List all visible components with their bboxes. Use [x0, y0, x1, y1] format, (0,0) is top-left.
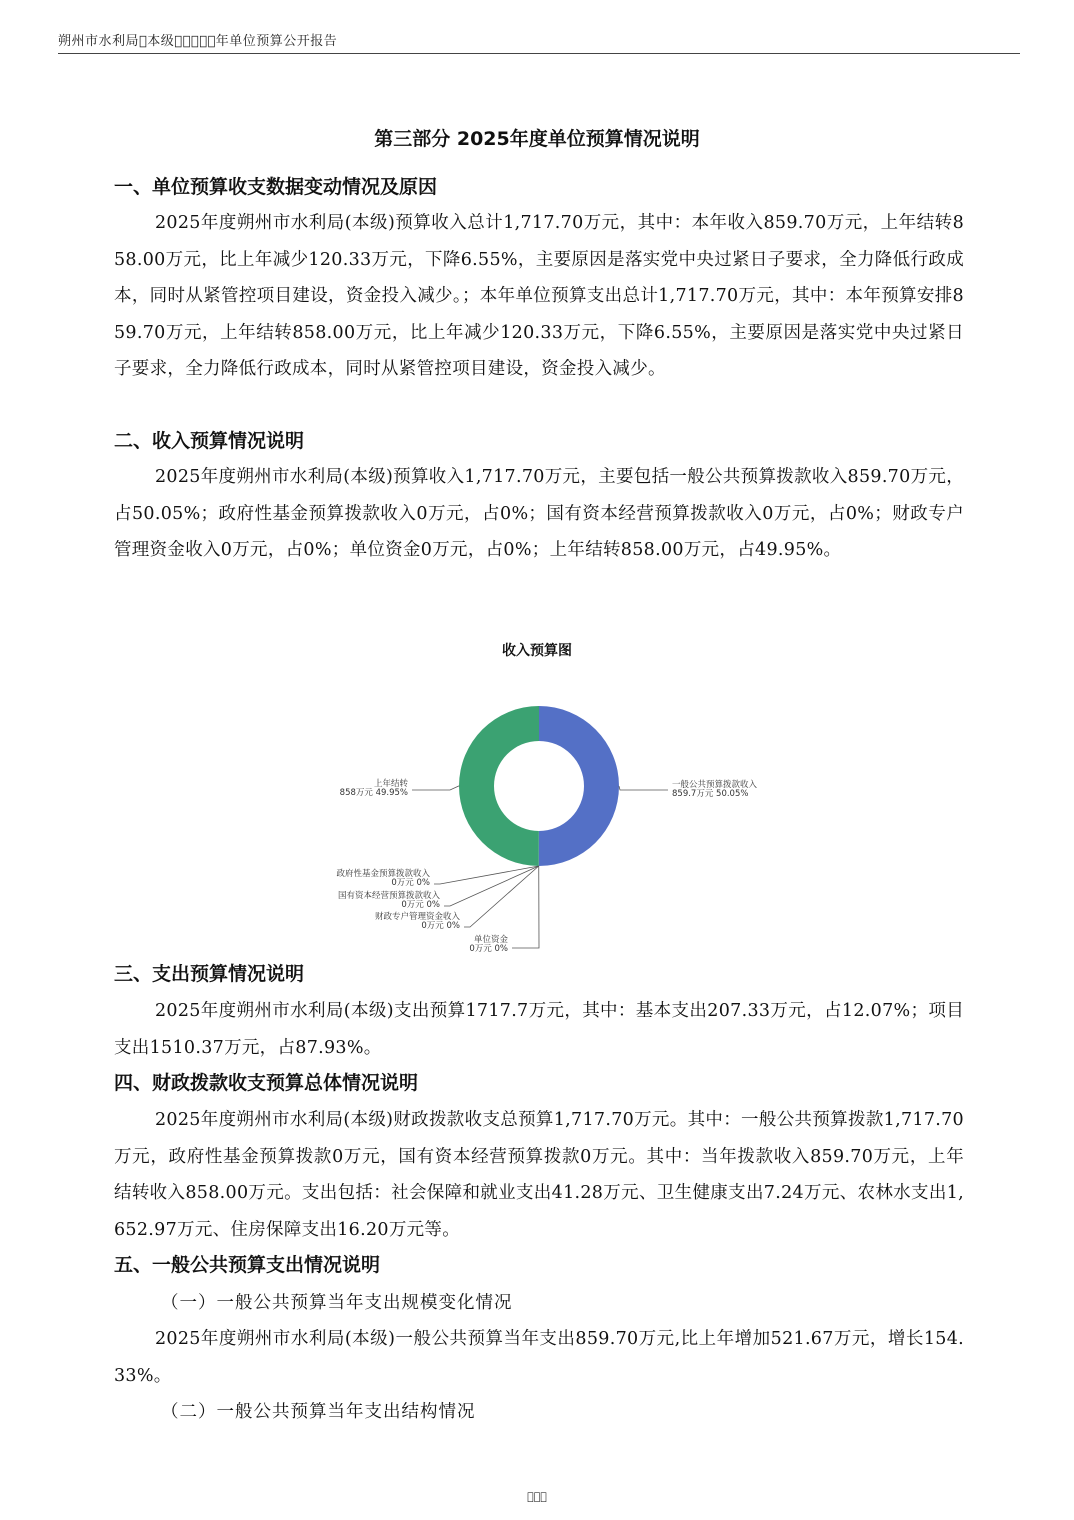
leader-line-0 [619, 786, 668, 790]
slice-label-name-0: 一般公共预算拨款收入 [672, 780, 758, 790]
slice-label-name-3: 财政专户管理资金收入 [374, 912, 460, 922]
slice-label-value-0: 859.7万元 50.05% [672, 789, 749, 799]
section-1-heading: 一、单位预算收支数据变动情况及原因 [114, 176, 438, 198]
section-2-heading: 二、收入预算情况说明 [114, 430, 305, 452]
section-5-subheading-2: （二）一般公共预算当年支出结构情况 [161, 1402, 476, 1422]
section-2-paragraph: 2025年度朔州市水利局(本级)预算收入1,717.70万元，主要包括一般公共预算拨款收入859.70万元，占50.05%；政府性基金预算拨款收入0万元，占0%；国有资本经营预算拨款收入0万元，占0%；财政专户管理资金收入0万元，占0%；单位资金0万元，占0%；上年结转858.00万元，占49.95%。 [114, 467, 964, 560]
slice-label-value-5: 858万元 49.95% [339, 788, 408, 798]
page-header: 朔州市水利局 本级     年单位预算公开报告 [58, 34, 338, 49]
section-4-paragraph: 2025年度朔州市水利局(本级)财政拨款收支总预算1,717.70万元。其中：一般公共预算拨款1,717.70万元，政府性基金预算拨款0万元，国有资本经营预算拨款0万元。其中：当年拨款收入859.70万元，上年结转收入858.00万元。支出包括：社会保障和就业支出41.28万元、卫生健康支出7.24万元、农林水支出1,652.97万元、住房保障支出16.20万元等。 [114, 1110, 964, 1240]
income-donut-chart [300, 700, 800, 970]
leader-line-1 [434, 866, 539, 884]
header-divider [58, 53, 1020, 54]
pie-slice-5 [459, 706, 539, 866]
slice-label-value-3: 0万元 0% [421, 921, 460, 931]
section-4-heading: 四、财政拨款收支预算总体情况说明 [114, 1072, 419, 1094]
part-title: 第三部分 2025年度单位预算情况说明 [374, 128, 700, 150]
leader-line-2 [444, 866, 539, 906]
page-number:     [527, 1490, 547, 1503]
section-5-heading: 五、一般公共预算支出情况说明 [114, 1254, 381, 1276]
leader-line-4 [512, 866, 539, 948]
leader-line-3 [464, 866, 539, 927]
slice-label-value-4: 0万元 0% [469, 944, 508, 954]
section-3-heading: 三、支出预算情况说明 [114, 963, 305, 985]
slice-label-value-2: 0万元 0% [401, 900, 440, 910]
leader-line-5 [412, 786, 459, 790]
chart-title: 收入预算图 [502, 643, 572, 659]
slice-label-name-1: 政府性基金预算拨款收入 [336, 869, 430, 879]
section-5-paragraph: 2025年度朔州市水利局(本级)一般公共预算当年支出859.70万元,比上年增加521.67万元，增长154.33%。 [114, 1329, 964, 1386]
section-1-paragraph: 2025年度朔州市水利局(本级)预算收入总计1,717.70万元，其中：本年收入859.70万元，上年结转858.00万元，比上年减少120.33万元，下降6.55%，主要原因是落实党中央过紧日子要求，全力降低行政成本，同时从紧管控项目建设，资金投入减少。；本年单位预算支出总计1,717.70万元，其中：本年预算安排859.70万元，上年结转858.00万元，比上年减少120.33万元，下降6.55%，主要原因是落实党中央过紧日子要求，全力降低行政成本，同时从紧管控项目建设，资金投入减少。 [114, 213, 964, 379]
section-3-paragraph: 2025年度朔州市水利局(本级)支出预算1717.7万元，其中：基本支出207.33万元，占12.07%；项目支出1510.37万元，占87.93%。 [114, 1001, 964, 1058]
slice-label-name-2: 国有资本经营预算拨款收入 [337, 891, 440, 901]
slice-label-name-4: 单位资金 [473, 935, 508, 945]
slice-label-value-1: 0万元 0% [391, 878, 430, 888]
section-5-subheading-1: （一）一般公共预算当年支出规模变化情况 [161, 1293, 513, 1313]
slice-label-name-5: 上年结转 [373, 779, 408, 789]
pie-slice-0 [539, 706, 619, 866]
